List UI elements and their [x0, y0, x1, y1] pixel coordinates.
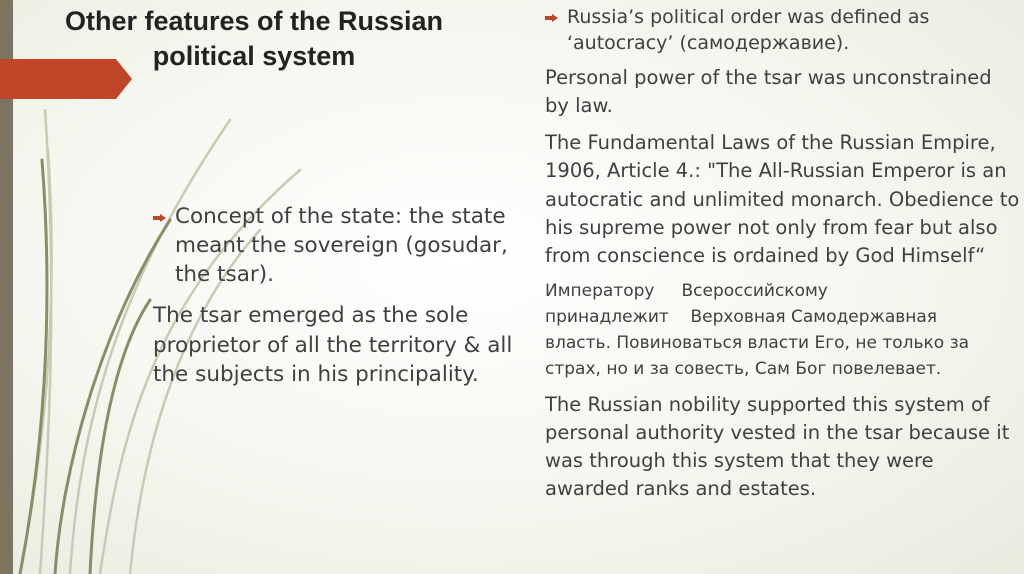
right-column — [545, 4, 1020, 503]
russian-quote-line-1: Императору Всероссийскому — [545, 281, 828, 302]
russian-quote — [545, 278, 1020, 382]
left-column — [153, 202, 521, 390]
russian-quote-rest: власть. Повиноваться власти Его, не только за страх, но и за совесть, Сам Бог повелевает. — [545, 333, 970, 380]
right-bullet-line-2: ‘autocracy’ (самодержавие). — [567, 32, 850, 54]
title-line-2: political system — [152, 41, 356, 71]
right-bullet-line-1: Russia’s political order was defined as — [567, 6, 930, 28]
right-paragraph-1: Personal power of the tsar was unconstrained by law. — [545, 66, 992, 117]
russian-quote-line-2: принадлежит Верховная Самодержавная — [545, 307, 938, 328]
right-paragraph-2: The Fundamental Laws of the Russian Empire, 1906, Article 4.: "The All-Russian Emperor is an autocratic and unlimited monarch. Obedience to his supreme power not only from fear but also from conscience is ordained by God Himself“ — [545, 131, 1020, 268]
title-line-1: Other features of the Russian — [64, 6, 444, 36]
right-bullet-item — [545, 4, 1020, 56]
right-paragraph-3: The Russian nobility supported this system of personal authority vested in the tsar because it was through this system that they were awarded ranks and estates. — [545, 393, 1010, 501]
arrow-bullet-icon — [153, 214, 166, 222]
left-bullet-text: Concept of the state: the state meant the sovereign (gosudar, the tsar). — [175, 204, 508, 287]
grass-stem — [90, 300, 150, 574]
page-title — [24, 4, 484, 74]
arrow-bullet-icon — [545, 14, 558, 22]
grass-stem — [20, 150, 52, 574]
left-bullet-item — [153, 202, 521, 289]
left-paragraph: The tsar emerged as the sole proprietor of all the territory & all the subjects in his principality. — [153, 303, 513, 387]
